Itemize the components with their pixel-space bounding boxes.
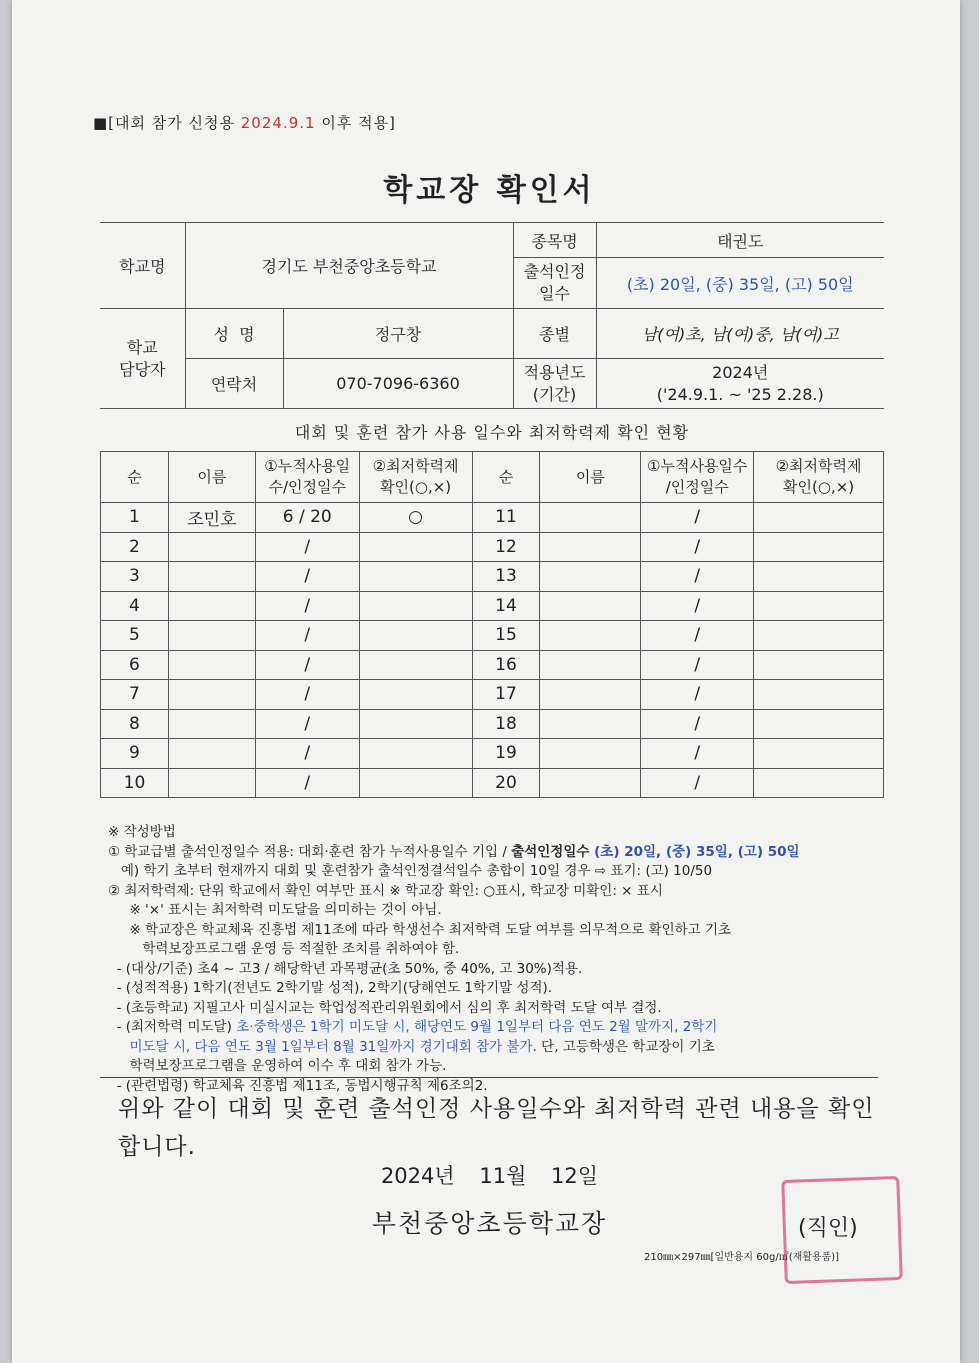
cell-name2 [540, 768, 641, 798]
note-11: 학력보장프로그램을 운영하여 이수 후 대회 참가 가능. [108, 1058, 447, 1074]
cell-days: / [255, 650, 359, 680]
note-6: - (대상/기준) 초4 ~ 고3 / 해당학년 과목평균(초 50%, 중 40%, 고 30%)적용. [108, 960, 583, 977]
cell-check [359, 650, 472, 680]
col-no2: 순 [472, 452, 540, 503]
cell-days2: / [641, 591, 754, 621]
header-date: 2024.9.1 [240, 114, 316, 132]
notes-title: ※ 작성방법 [108, 824, 176, 840]
cell-days: / [255, 709, 359, 739]
cell-days2: / [641, 503, 754, 533]
note-10b: . 단, 고등학생은 학교장이 기초 [532, 1038, 715, 1055]
phone-value: 070-7096-6360 [283, 359, 513, 409]
cell-days: / [255, 739, 359, 769]
cell-name [168, 768, 255, 798]
cell-days: 6 / 20 [255, 503, 359, 533]
cell-no: 4 [101, 591, 169, 621]
col-days2: ①누적사용일수 /인정일수 [641, 452, 754, 503]
table-row [101, 621, 884, 651]
col-name2: 이름 [540, 452, 641, 503]
note-1 [108, 843, 888, 863]
cell-no: 1 [101, 503, 169, 533]
year-period: ('24.9.1. ~ '25 2.28.) [656, 384, 824, 404]
document-title: 학교장 확인서 [383, 173, 596, 208]
cell-no: 8 [101, 709, 169, 739]
student-list-table [100, 451, 884, 798]
cell-no: 7 [101, 680, 169, 710]
cell-check: ○ [359, 503, 472, 533]
attend-label: 출석인정 일수 [513, 258, 596, 309]
note-9a: - (최저학력 미도달) [108, 1019, 237, 1035]
cell-days2: / [641, 680, 754, 710]
cell-name: 조민호 [168, 503, 255, 533]
cell-days2: / [641, 621, 754, 651]
cell-no2: 11 [472, 503, 540, 533]
paper-spec: 210㎜×297㎜[일반용지 60g/㎡(재활용품)] [644, 1252, 840, 1263]
confirm-statement: 위와 같이 대회 및 훈련 출석인정 사용일수와 최저학력 관련 내용을 확인합니다. [118, 1096, 875, 1160]
cell-days2: / [641, 739, 754, 769]
cell-name2 [540, 503, 641, 533]
cell-check [359, 591, 472, 621]
note-1b: 출석인정일수 [511, 843, 590, 860]
note-4: ※ 학교장은 학교체육 진흥법 제11조에 따라 학생선수 최저학력 도달 여부를 의무적으로 확인하고 기초 [108, 921, 732, 938]
cell-check2 [754, 503, 884, 533]
cell-days: / [255, 532, 359, 562]
note-5: 학력보장프로그램 운영 등 적절한 조치를 취하여야 함. [108, 941, 460, 957]
cell-check2 [754, 680, 884, 710]
col-check2: ②최저학력제 확인(○,×) [754, 452, 884, 503]
name-value: 정구창 [283, 309, 513, 359]
table-row [101, 680, 884, 710]
contact-label: 학교 담당자 [100, 309, 185, 409]
cell-check [359, 562, 472, 592]
school-name: 경기도 부천중앙초등학교 [185, 223, 513, 309]
cell-name2 [540, 650, 641, 680]
table-row [101, 768, 884, 798]
divider [100, 1077, 878, 1078]
table-row [101, 709, 884, 739]
cell-check [359, 680, 472, 710]
cell-check2 [754, 591, 884, 621]
cell-no2: 14 [472, 591, 540, 621]
cell-check [359, 709, 472, 739]
cell-no2: 20 [472, 768, 540, 798]
year-label: 적용년도 (기간) [513, 359, 596, 409]
table-row [101, 739, 884, 769]
cell-check2 [754, 709, 884, 739]
note-10 [108, 1038, 888, 1058]
event-value: 태권도 [596, 223, 884, 258]
year-cell [596, 359, 884, 409]
note-2: ② 최저학력제: 단위 학교에서 확인 여부만 표시 ※ 학교장 확인: ○표시, 학교장 미확인: × 표시 [108, 882, 663, 899]
event-label: 종목명 [513, 223, 596, 258]
gender-label: 종별 [513, 309, 596, 359]
header-suffix: 이후 적용] [315, 114, 396, 132]
cell-name [168, 591, 255, 621]
cell-days: / [255, 591, 359, 621]
table-row [101, 562, 884, 592]
cell-name2 [540, 591, 641, 621]
note-1d: 예) 학기 초부터 현재까지 대회 및 훈련참가 출석인정결석일수 총합이 10일 경우 ⇨ 표기: (고) 10/50 [108, 863, 713, 879]
name-label: 성 명 [185, 309, 283, 359]
cell-days2: / [641, 650, 754, 680]
cell-days2: / [641, 562, 754, 592]
note-1a: ① 학교급별 출석인정일수 적용: 대회·훈련 참가 누적사용일수 기입 / [108, 843, 512, 860]
year-value: 2024년 [712, 362, 769, 382]
cell-name [168, 680, 255, 710]
phone-label: 연락처 [185, 359, 283, 409]
instructions [108, 823, 888, 1096]
col-check: ②최저학력제 확인(○,×) [359, 452, 472, 503]
note-12: - (관련법령) 학교체육 진흥법 제11조, 동법시행규칙 제6조의2. [108, 1077, 488, 1094]
cell-no2: 17 [472, 680, 540, 710]
issue-date: 2024년 11월 12일 [380, 1164, 599, 1188]
cell-no2: 15 [472, 621, 540, 651]
note-3: ※ '×' 표시는 최저학력 미도달을 의미하는 것이 아님. [108, 902, 442, 918]
cell-name2 [540, 532, 641, 562]
cell-name [168, 562, 255, 592]
table-row [101, 650, 884, 680]
cell-check2 [754, 621, 884, 651]
note-10a: 미도달 시, 다음 연도 3월 1일부터 8월 31일까지 경기대회 참가 불가 [108, 1038, 533, 1055]
col-name: 이름 [168, 452, 255, 503]
cell-check2 [754, 650, 884, 680]
cell-days: / [255, 680, 359, 710]
cell-name2 [540, 739, 641, 769]
signer-name: 부천중앙초등학교장 [371, 1209, 608, 1238]
school-label: 학교명 [100, 223, 185, 309]
cell-no2: 18 [472, 709, 540, 739]
cell-days2: / [641, 532, 754, 562]
cell-name [168, 709, 255, 739]
cell-no: 2 [101, 532, 169, 562]
note-8: - (초등학교) 지필고사 미실시교는 학업성적관리위원회에서 심의 후 최저학력 도달 여부 결정. [108, 999, 662, 1016]
cell-check [359, 768, 472, 798]
cell-days: / [255, 621, 359, 651]
table-row [101, 591, 884, 621]
form-header [93, 112, 396, 133]
header-prefix: ■[대회 참가 신청용 [93, 114, 241, 132]
note-9b: 초·중학생은 1학기 미도달 시, 해당연도 9월 1일부터 다음 연도 2월 말까지, 2학기 [236, 1019, 718, 1035]
cell-no: 6 [101, 650, 169, 680]
cell-name [168, 532, 255, 562]
cell-days2: / [641, 768, 754, 798]
table-row [101, 532, 884, 562]
cell-name [168, 650, 255, 680]
cell-no2: 12 [472, 532, 540, 562]
cell-name2 [540, 709, 641, 739]
cell-name [168, 621, 255, 651]
cell-name2 [540, 562, 641, 592]
cell-check [359, 739, 472, 769]
note-9 [108, 1018, 888, 1038]
gender-value: 남(여)초, 남(여)중, 남(여)고 [596, 309, 884, 359]
attend-value: (초) 20일, (중) 35일, (고) 50일 [596, 258, 884, 309]
cell-check2 [754, 532, 884, 562]
cell-no: 5 [101, 621, 169, 651]
cell-check2 [754, 768, 884, 798]
cell-check [359, 621, 472, 651]
cell-check2 [754, 562, 884, 592]
col-no: 순 [101, 452, 169, 503]
status-subheading: 대회 및 훈련 참가 사용 일수와 최저학력제 확인 현황 [294, 423, 690, 442]
cell-days2: / [641, 709, 754, 739]
cell-no2: 16 [472, 650, 540, 680]
cell-days: / [255, 562, 359, 592]
note-1c: (초) 20일, (중) 35일, (고) 50일 [589, 843, 800, 860]
cell-name [168, 739, 255, 769]
seal-label: (직인) [798, 1216, 858, 1241]
cell-check [359, 532, 472, 562]
cell-no: 10 [101, 768, 169, 798]
cell-name2 [540, 621, 641, 651]
cell-check2 [754, 739, 884, 769]
col-days: ①누적사용일 수/인정일수 [255, 452, 359, 503]
cell-name2 [540, 680, 641, 710]
cell-no: 3 [101, 562, 169, 592]
table-row [101, 503, 884, 533]
cell-no: 9 [101, 739, 169, 769]
cell-no2: 19 [472, 739, 540, 769]
info-table [100, 222, 884, 409]
cell-no2: 13 [472, 562, 540, 592]
cell-days: / [255, 768, 359, 798]
note-7: - (성적적용) 1학기(전년도 2학기말 성적), 2학기(당해연도 1학기말 성적). [108, 980, 553, 996]
